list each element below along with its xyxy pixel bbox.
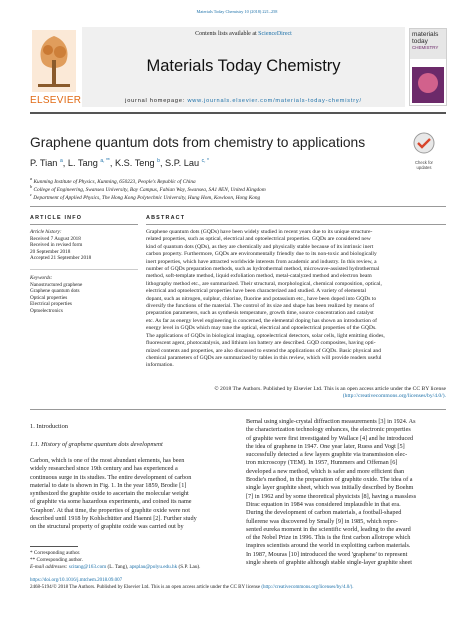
divider [30, 224, 138, 225]
body-text-line: inspires scientists around the world in exploiting carbon materials. [246, 542, 411, 550]
affiliation-mark: c [30, 192, 32, 197]
body-text-line: tron microscopy (TEM). In 1957, Hummers and Offeman [6] [246, 459, 398, 467]
license-link[interactable]: (http://creativecommons.org/licenses/by/4.0/). [261, 585, 354, 590]
history-label: Article history: [30, 229, 62, 235]
email-link[interactable]: apsplau@polyu.edu.hk [129, 563, 178, 570]
history-item: Received 7 August 2018 [30, 235, 81, 242]
check-for-updates-icon [404, 131, 444, 155]
abstract-copyright [146, 386, 446, 401]
body-text-line: single sheets of graphite although stable single-layer graphite sheet [246, 559, 412, 567]
history-item: Received in revised form [30, 242, 83, 249]
keyword: Nanostructured graphene [30, 281, 83, 288]
abstract-body [146, 229, 446, 370]
body-text-line: the idea of graphene in 1947. One year later, Ruess and Vogt [5] [246, 442, 405, 450]
abstract-line: diversify the functions of the material. The control of its size and shape has been realized by means of [146, 303, 375, 310]
body-text-line: 'Graphon'. At that time, the properties of graphite oxide were not [30, 506, 190, 514]
abstract-line: carbon property. Furthermore, GQDs are environmentally friendly due to its non-toxic and biologically [146, 251, 377, 258]
email-end: (S.P. Lau). [177, 563, 201, 570]
homepage-label: journal homepage: [125, 98, 188, 104]
body-text-line: continuous surge in its studies. The entire development of carbon [30, 473, 192, 481]
body-text-line: of graphite via some hazardous experiments, and coined its name [30, 498, 192, 506]
sciencedirect-link[interactable]: ScienceDirect [258, 31, 292, 37]
badge-label [404, 160, 444, 170]
keyword: Electrical properties [30, 301, 72, 308]
email-line [30, 564, 200, 571]
abstract-line: preparation parameters, such as synthesis temperature, growth time, source concentration and catalyst [146, 310, 374, 317]
cover-line-3: CHEMISTRY [412, 45, 439, 50]
subsection-title: 1.1. History of graphene quantum dots development [30, 441, 163, 448]
badge-line-1: Check for [415, 160, 433, 165]
author-name: , K.S. Teng [109, 158, 158, 169]
abstract-line: The applications of GQDs in biological imaging, optoelectrical detectors, solar cells, light emitting diodes, [146, 332, 385, 339]
keywords-label: Keywords: [30, 275, 53, 281]
body-text-line: single layer graphite sheet, which was initially described by Boehm [246, 484, 414, 492]
cover-line-1: materials [412, 31, 439, 38]
homepage-link[interactable]: www.journals.elsevier.com/materials-today-chemistry/ [187, 98, 362, 104]
footnotes [30, 550, 200, 570]
abstract-line: etc. As far as energy level engineering is concerned, the elemental doping has shown an introduction of [146, 317, 378, 324]
affiliation-mark: b [30, 184, 33, 189]
footnote-rule [30, 546, 78, 547]
license-text: 2468-5194/© 2018 The Authors. Published by Elsevier Ltd. This is an open access article under the CC BY license [30, 585, 262, 590]
body-text-line: of graphite were first investigated by Wallace [4] and he introduced [246, 434, 414, 442]
badge-line-2: updates [416, 165, 432, 170]
abstract-line: electrical and optoelectrical properties have been characterized and studied. A variety of elemental [146, 288, 367, 295]
journal-citation[interactable]: Materials Today Chemistry 10 (2018) 221–258 [196, 9, 278, 14]
author-name: , S.P. Lau [159, 158, 202, 169]
check-for-updates-badge[interactable] [404, 131, 444, 170]
abstract-line: inert properties, which have attracted worldwide interests from academic and industry. In this review, a [146, 258, 377, 265]
body-text-line: In 1987, Mouras [10] introduced the word 'graphene' to represent [246, 550, 408, 558]
affiliation [30, 192, 260, 201]
body-text-line: During the development of carbon materials, a football-shaped [246, 509, 402, 517]
abstract-line: method, soft-template method, liquid exfoliation method, metal-catalyzed method and electron beam [146, 273, 372, 280]
body-text-line: developed a new method, which is safer and more efficient than [246, 467, 405, 475]
keyword: Graphene quantum dots [30, 288, 80, 295]
abstract-line: mized contents and properties, are also discussed to extend the applications of GQDs. Basic physical and [146, 347, 382, 354]
keyword: Optoelectronics [30, 307, 63, 314]
article-info-heading: ARTICLE INFO [30, 215, 83, 221]
contents-prefix: Contents lists available at [195, 31, 259, 37]
article-history [30, 229, 138, 262]
divider [146, 224, 446, 225]
body-text-line: sented eureka moment in the scientific world, leading to the award [246, 525, 411, 533]
cover-image-circle [418, 73, 438, 93]
body-text-line: Carbon, which is one of the most abundant elements, has been [30, 457, 185, 464]
body-text-line: the characterization technology enhances, the electronic properties [246, 426, 411, 434]
divider [30, 269, 138, 270]
body-left-column [30, 457, 232, 532]
masthead-rule [30, 112, 446, 114]
body-text-line: Dirac equation in 1984 was considered implausible in that era. [246, 500, 401, 508]
doi-link[interactable]: https://doi.org/10.1016/j.mtchem.2018.09.007 [30, 578, 123, 583]
abstract-line: chemical parameters of GQDs are summarized by tables in this review, which will provide readers useful [146, 354, 382, 361]
abstract-line: fluorescent agent, photocatalysis, and lithium ion battery are described. GQD composites, having opti- [146, 340, 376, 347]
author-affil-mark[interactable]: a, ** [100, 158, 110, 164]
keyword: Optical properties [30, 294, 68, 301]
author-name: , L. Tang [62, 158, 101, 169]
affiliation-text: Kunming Institute of Physics, Kunming, 650223, People's Republic of China [32, 178, 196, 185]
keywords [30, 275, 138, 315]
abstract-line: number of GQDs preparation methods, such as hydrothermal method, microwave-assisted hydrothermal [146, 266, 380, 273]
body-text-line: fullerene was discovered by Smally [9] in 1985, which repre- [246, 517, 398, 525]
corresponding-author-note: * Corresponding author. [30, 550, 81, 556]
homepage-line [82, 98, 405, 104]
body-text-line: material to date is shown in Fig. 1. In the year 1859, Brodie [1] [30, 481, 187, 489]
cover-line-2: today [412, 37, 428, 45]
abstract-heading: ABSTRACT [146, 215, 186, 221]
email-label: E-mail addresses: [30, 563, 69, 570]
email-link[interactable]: scitang@163.com [68, 563, 107, 570]
body-right-column [246, 418, 446, 567]
corresponding-author-note: ** Corresponding author. [30, 556, 83, 563]
abstract-line: energy level in GQDs which may tune the optical, electrical and optoelectrical properties of the GQDs. [146, 325, 377, 332]
affiliation-text: Department of Applied Physics, The Hong Kong Polytechnic University, Hung Hom, Kowloon, Hong Kong [31, 194, 261, 201]
divider [30, 409, 446, 410]
body-text-line: Brodie's method, in the preparation of graphite oxide. The idea of a [246, 476, 413, 484]
author-name: P. Tian [30, 158, 60, 169]
page-footer [30, 577, 354, 591]
abstract-line: dopant, such as nitrogen, sulphur, chlorine, fluorine and potassium etc., have been doped into GQDs to [146, 295, 377, 302]
body-text-line: Bernal using single-crystal diffraction measurements [3] in 1924. As [246, 418, 416, 425]
abstract-line: Graphene quantum dots (GQDs) have been widely studied in recent years due to its unique structure- [146, 229, 373, 235]
publisher-name: ELSEVIER [30, 95, 82, 106]
body-text-line: successfully detected a few layers graphite via transmission elec- [246, 451, 408, 459]
contents-line [82, 31, 405, 37]
history-item: Accepted 21 September 2018 [30, 255, 92, 262]
cover-title [412, 32, 438, 52]
author-affil-mark[interactable]: a [59, 158, 63, 164]
journal-banner [82, 27, 405, 107]
author-affil-mark[interactable]: b [157, 158, 160, 164]
license-line [30, 584, 354, 591]
body-text-line: [7] in 1962 and by some theoretical physicists [8], having a massless [246, 492, 417, 500]
abstract-line: lithography method etc., are summarized. Their structural, morphological, chemical composition, optical, [146, 280, 382, 287]
copyright-text: © 2018 The Authors. Published by Elsevier Ltd. This is an open access article under the CC BY license [214, 386, 446, 392]
abstract-line: information. [146, 362, 174, 369]
section-title: 1. Introduction [30, 423, 68, 430]
abstract-line: kind of quantum dots (QDs), as they are chemically and physically stable because of its intrinsic inert [146, 243, 374, 250]
journal-title: Materials Today Chemistry [146, 57, 341, 75]
body-text-line: described until 1918 by Kohlschütter and Haenni [2]. Further study [30, 515, 197, 523]
body-text-line: on the structural property of graphite oxide was carried out by [30, 523, 184, 531]
email-sep: (L. Tang), [106, 563, 130, 570]
journal-masthead [30, 27, 446, 109]
elsevier-tree-logo [32, 30, 76, 92]
abstract-line: related properties, such as optical, electrical and optoelectrical properties. GQDs are considered new [146, 236, 371, 243]
affiliation-mark: a [30, 176, 33, 181]
body-text-line: widely researched since 19th century and has experienced a [30, 465, 178, 473]
history-item: 20 September 2018 [30, 248, 71, 255]
affiliation-text: College of Engineering, Swansea University, Bay Campus, Fabian Way, Swansea, SA1 8EN, United Kingdom [32, 186, 266, 193]
author-list [30, 158, 209, 168]
divider [30, 206, 446, 207]
body-text-line: synthesized the graphite oxide to ascertain the molecular weight [30, 490, 189, 498]
paper-title: Graphene quantum dots from chemistry to applications [30, 135, 366, 150]
journal-cover-thumbnail [409, 28, 447, 106]
author-affil-mark[interactable]: c, * [201, 158, 209, 164]
body-text-line: of the Nobel Prize in 1996. This is the first carbon allotrope which [246, 534, 411, 542]
license-link[interactable]: (http://creativecommons.org/licenses/by/4.0/). [342, 393, 446, 400]
